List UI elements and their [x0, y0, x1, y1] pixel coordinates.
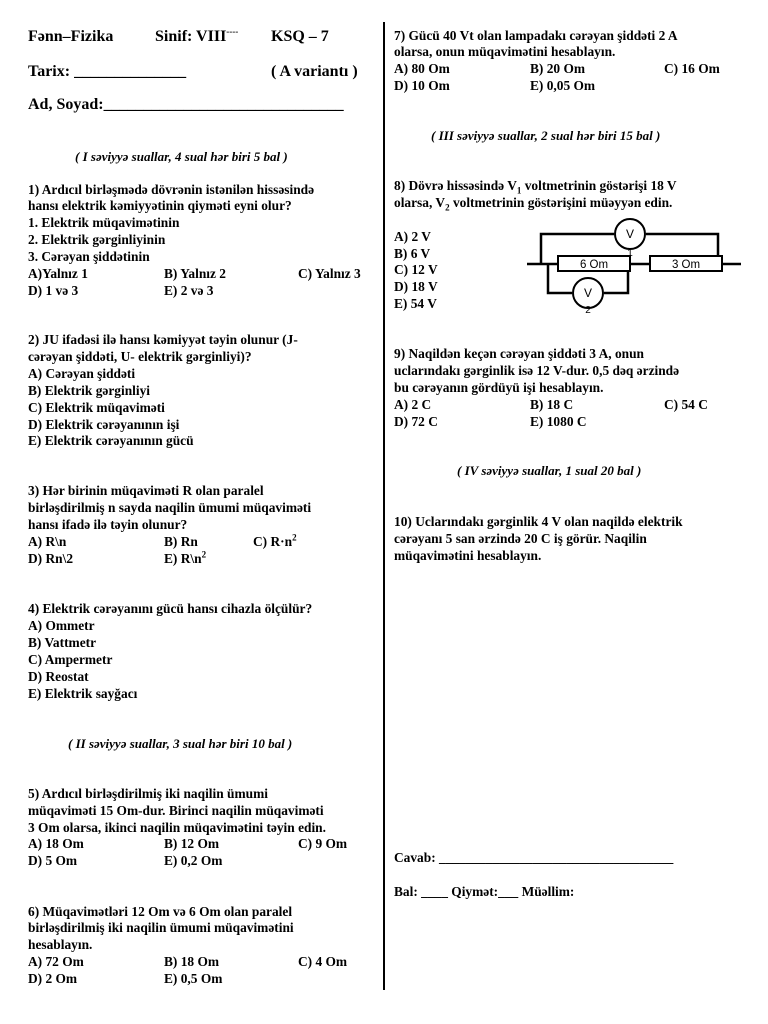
q3-option-c[interactable] — [253, 533, 297, 550]
q6-option-d[interactable]: D) 2 Om — [28, 971, 78, 986]
section-3-title: ( III səviyyə suallar, 2 sual hər biri 15 bal ) — [431, 128, 661, 143]
q1-option-b[interactable]: B) Yalnız 2 — [164, 266, 226, 281]
q8-text-part: olarsa, V — [394, 195, 446, 210]
circuit-diagram — [520, 218, 748, 314]
q8-sub: 2 — [445, 202, 450, 213]
q5-option-b[interactable]: B) 12 Om — [164, 836, 220, 851]
q3-option-d[interactable]: D) Rn\2 — [28, 551, 74, 566]
q2-option-b[interactable]: B) Elektrik gərginliyi — [28, 383, 150, 398]
q1-option-e[interactable]: E) 2 və 3 — [164, 283, 214, 298]
voltmeter-1-label: V — [625, 227, 635, 241]
section-4-title: ( IV səviyyə suallar, 1 sual 20 bal ) — [457, 463, 642, 478]
q3-option-a[interactable]: A) R\n — [28, 534, 67, 549]
voltmeter-2-label: V — [583, 286, 593, 300]
q1-option-a[interactable]: A)Yalnız 1 — [28, 266, 88, 281]
q9-option-b[interactable]: B) 18 C — [530, 397, 574, 412]
q5-option-a[interactable]: A) 18 Om — [28, 836, 84, 851]
q8-sub: 1 — [516, 185, 522, 196]
q4-option-b[interactable]: B) Vattmetr — [28, 635, 97, 650]
q6-text-line: birləşdirilmiş iki naqilin ümumi müqavimətini — [28, 920, 294, 935]
voltmeter-1-index: 1 — [627, 248, 633, 259]
q6-option-b[interactable]: B) 18 Om — [164, 954, 220, 969]
resistor-3om-label: 3 Om — [671, 259, 701, 271]
q6-option-e[interactable]: E) 0,5 Om — [164, 971, 223, 986]
q3-option-e[interactable] — [164, 550, 206, 567]
q4-option-a[interactable]: A) Ommetr — [28, 618, 95, 633]
q8-text-part: voltmetrinin göstərişi 18 V — [521, 178, 677, 193]
q5-text-line: müqaviməti 15 Om-dur. Birinci naqilin müqaviməti — [28, 803, 324, 818]
q10-text-line: müqavimətini hesablayın. — [394, 548, 542, 563]
q5-text-line: 3 Om olarsa, ikinci naqilin müqavimətini təyin edin. — [28, 820, 326, 835]
grade-dash: ---- — [226, 26, 239, 37]
q8-text-part: 8) Dövrə hissəsində V — [394, 178, 517, 193]
voltmeter-2-index: 2 — [585, 305, 591, 314]
q3-option-c-sup: 2 — [292, 532, 297, 543]
q9-text-line: uclarındakı gərginlik isə 12 V-dur. 0,5 dəq ərzində — [394, 363, 680, 378]
q10-text-line: 10) Uclarındakı gərginlik 4 V olan naqildə elektrik — [394, 514, 683, 529]
q1-text-line: hansı elektrik kəmiyyətinin qiyməti eyni olur? — [28, 198, 292, 213]
q2-option-a[interactable]: A) Cərəyan şiddəti — [28, 366, 136, 381]
q4-option-c[interactable]: C) Ampermetr — [28, 652, 113, 667]
q7-option-c[interactable]: C) 16 Om — [664, 61, 720, 76]
q9-option-d[interactable]: D) 72 C — [394, 414, 438, 429]
q7-text-line: 7) Gücü 40 Vt olan lampadakı cərəyan şiddəti 2 A — [394, 28, 678, 43]
score-line[interactable]: Bal: ____ Qiymət:___ Müəllim: — [394, 884, 575, 899]
q3-option-b[interactable]: B) Rn — [164, 534, 198, 549]
q7-text-line: olarsa, onun müqavimətini hesablayın. — [394, 44, 616, 59]
q7-option-b[interactable]: B) 20 Om — [530, 61, 586, 76]
q1-text-line: 1) Ardıcıl birləşmədə dövrənin istənilən hissəsində — [28, 182, 315, 197]
q10-text-line: cərəyanı 5 san ərzində 20 C iş görür. Naqilin — [394, 531, 647, 546]
q1-item: 3. Cərəyan şiddətinin — [28, 249, 150, 264]
name-field[interactable]: Ad, Soyad:______________________________ — [28, 96, 344, 113]
q3-text-line: hansı ifadə ilə təyin olunur? — [28, 517, 188, 532]
q7-option-d[interactable]: D) 10 Om — [394, 78, 450, 93]
q4-option-d[interactable]: D) Reostat — [28, 669, 89, 684]
q5-text-line: 5) Ardıcıl birləşdirilmiş iki naqilin ümumi — [28, 786, 268, 801]
q7-option-e[interactable]: E) 0,05 Om — [530, 78, 596, 93]
q3-option-c-text: C) R·n — [253, 534, 293, 549]
q6-text-line: hesablayın. — [28, 937, 93, 952]
q8-option-c[interactable]: C) 12 V — [394, 262, 438, 277]
grade-label — [155, 27, 238, 47]
q9-option-c[interactable]: C) 54 C — [664, 397, 708, 412]
grade-text: Sinif: VIII — [155, 28, 227, 45]
section-1-title: ( I səviyyə suallar, 4 sual hər biri 5 bal ) — [75, 149, 288, 164]
q5-option-d[interactable]: D) 5 Om — [28, 853, 78, 868]
q6-text-line: 6) Müqavimətləri 12 Om və 6 Om olan paralel — [28, 904, 293, 919]
q8-text-line — [394, 177, 677, 194]
q2-option-c[interactable]: C) Elektrik müqaviməti — [28, 400, 165, 415]
q1-option-d[interactable]: D) 1 və 3 — [28, 283, 79, 298]
q9-text-line: bu cərəyanın gördüyü işi hesablayın. — [394, 380, 604, 395]
q2-option-e[interactable]: E) Elektrik cərəyanının gücü — [28, 433, 194, 448]
q2-option-d[interactable]: D) Elektrik cərəyanının işi — [28, 417, 180, 432]
q9-text-line: 9) Naqildən keçən cərəyan şiddəti 3 A, onun — [394, 346, 644, 361]
q8-text-part: voltmetrinin göstərişini müəyyən edin. — [449, 195, 673, 210]
q3-option-e-text: E) R\n — [164, 551, 202, 566]
q2-text-line: 2) JU ifadəsi ilə hansı kəmiyyət təyin olunur (J- — [28, 332, 298, 347]
q9-option-e[interactable]: E) 1080 C — [530, 414, 587, 429]
column-divider — [383, 22, 385, 990]
q3-option-e-sup: 2 — [201, 549, 207, 560]
q5-option-c[interactable]: C) 9 Om — [298, 836, 348, 851]
q8-text-line — [394, 194, 672, 211]
q8-option-a[interactable]: A) 2 V — [394, 229, 431, 244]
q7-option-a[interactable]: A) 80 Om — [394, 61, 450, 76]
variant-label: ( A variantı ) — [271, 63, 358, 80]
test-label: KSQ – 7 — [271, 28, 329, 45]
q8-option-d[interactable]: D) 18 V — [394, 279, 438, 294]
q8-option-e[interactable]: E) 54 V — [394, 296, 437, 311]
q5-option-e[interactable]: E) 0,2 Om — [164, 853, 223, 868]
q8-option-b[interactable]: B) 6 V — [394, 246, 431, 261]
q3-text-line: 3) Hər birinin müqaviməti R olan paralel — [28, 483, 264, 498]
q2-text-line: cərəyan şiddəti, U- elektrik gərginliyi)? — [28, 349, 252, 364]
subject-label: Fənn–Fizika — [28, 28, 114, 45]
q6-option-a[interactable]: A) 72 Om — [28, 954, 84, 969]
date-field[interactable]: Tarix: ______________ — [28, 63, 187, 80]
q1-option-c[interactable]: C) Yalnız 3 — [298, 266, 361, 281]
section-2-title: ( II səviyyə suallar, 3 sual hər biri 10 bal ) — [68, 736, 293, 751]
q1-item: 1. Elektrik müqavimətinin — [28, 215, 180, 230]
q4-option-e[interactable]: E) Elektrik sayğacı — [28, 686, 138, 701]
answer-field[interactable]: Cavab: ___________________________________ — [394, 850, 674, 865]
resistor-6om-label: 6 Om — [579, 259, 609, 271]
q4-text-line: 4) Elektrik cərəyanını gücü hansı cihazla ölçülür? — [28, 601, 313, 616]
q6-option-c[interactable]: C) 4 Om — [298, 954, 348, 969]
q9-option-a[interactable]: A) 2 C — [394, 397, 432, 412]
q1-item: 2. Elektrik gərginliyinin — [28, 232, 166, 247]
q3-text-line: birləşdirilmiş n sayda naqilin ümumi müqaviməti — [28, 500, 312, 515]
